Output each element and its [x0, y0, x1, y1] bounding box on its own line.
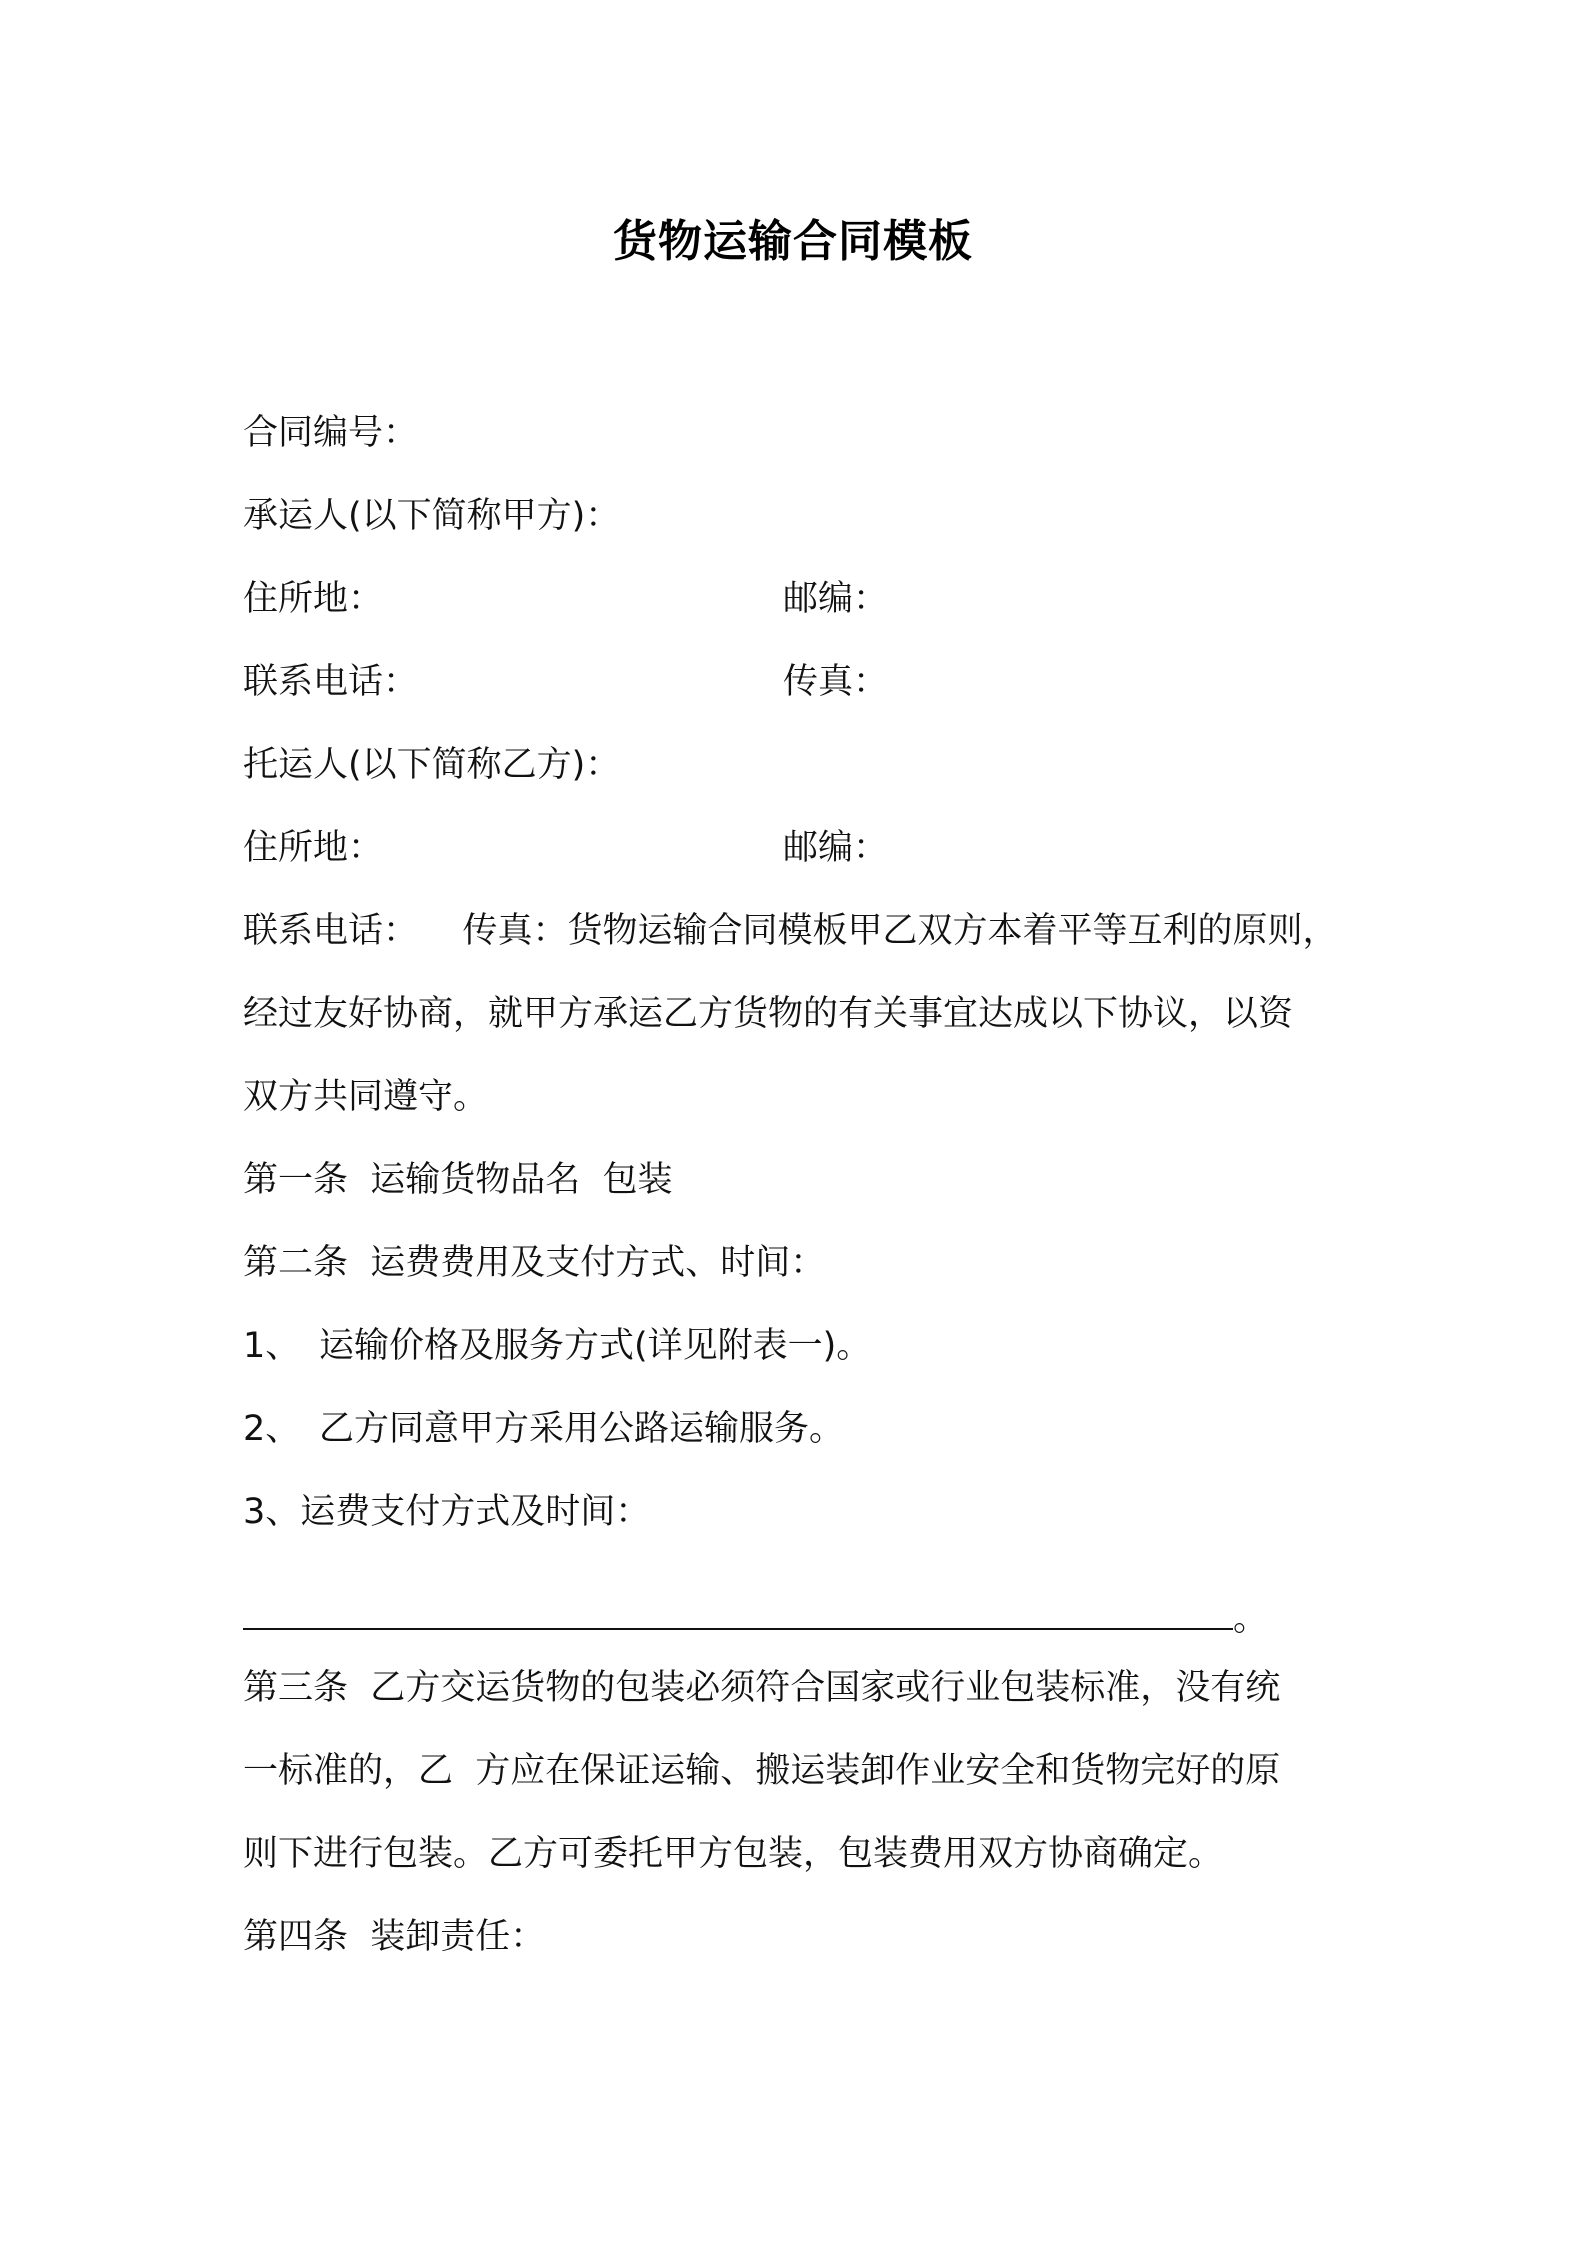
item-2-text: 乙方同意甲方采用公路运输服务。 — [319, 1409, 845, 1449]
article-2-item-1 — [243, 1321, 1373, 1371]
contract-number-line — [243, 408, 1373, 458]
contract-number-label: 合同编号： — [243, 413, 419, 453]
item-1-number: 1、 — [243, 1326, 301, 1366]
item-2-number: 2、 — [243, 1409, 301, 1449]
shipper-address-line — [243, 823, 1373, 873]
article-3-line-1: 第三条 乙方交运货物的包装必须符合国家或行业包装标准，没有统 — [243, 1668, 1281, 1708]
intro-paragraph-line-3: 双方共同遵守。 — [243, 1077, 489, 1117]
payment-blank-line — [243, 1594, 1373, 1644]
article-3-line-2: 一标准的，乙 方应在保证运输、搬运装卸作业安全和货物完好的原 — [243, 1751, 1281, 1791]
intro-paragraph-line-2: 经过友好协商，就甲方承运乙方货物的有关事宜达成以下协议，以资 — [243, 994, 1294, 1034]
payment-blank-end: 。 — [1233, 1599, 1269, 1639]
article-2-item-3: 3、运费支付方式及时间： — [243, 1492, 651, 1532]
payment-blank-underline — [243, 1594, 1233, 1630]
carrier-label: 承运人(以下简称甲方)： — [243, 496, 621, 536]
document-title: 货物运输合同模板 — [613, 216, 973, 267]
shipper-line — [243, 740, 1373, 790]
article-3-line-3: 则下进行包装。乙方可委托甲方包装，包装费用双方协商确定。 — [243, 1834, 1224, 1874]
carrier-zip-label: 邮编： — [783, 579, 889, 619]
intro-paragraph-line-1: 联系电话： 传真：货物运输合同模板甲乙双方本着平等互利的原则， — [243, 911, 1338, 951]
item-1-text: 运输价格及服务方式(详见附表一)。 — [319, 1326, 872, 1366]
carrier-line — [243, 491, 1373, 541]
carrier-phone-line — [243, 657, 1373, 707]
article-2-item-2 — [243, 1404, 1373, 1454]
shipper-label: 托运人(以下简称乙方)： — [243, 745, 621, 785]
shipper-zip-label: 邮编： — [783, 828, 889, 868]
carrier-address-label: 住所地： — [243, 579, 384, 619]
shipper-address-label: 住所地： — [243, 828, 384, 868]
article-4: 第四条 装卸责任： — [243, 1917, 546, 1957]
article-2: 第二条 运费费用及支付方式、时间： — [243, 1243, 826, 1283]
article-1: 第一条 运输货物品名 包装 — [243, 1160, 673, 1200]
carrier-address-line — [243, 574, 1373, 624]
carrier-phone-label: 联系电话： — [243, 662, 419, 702]
carrier-fax-label: 传真： — [783, 662, 889, 702]
